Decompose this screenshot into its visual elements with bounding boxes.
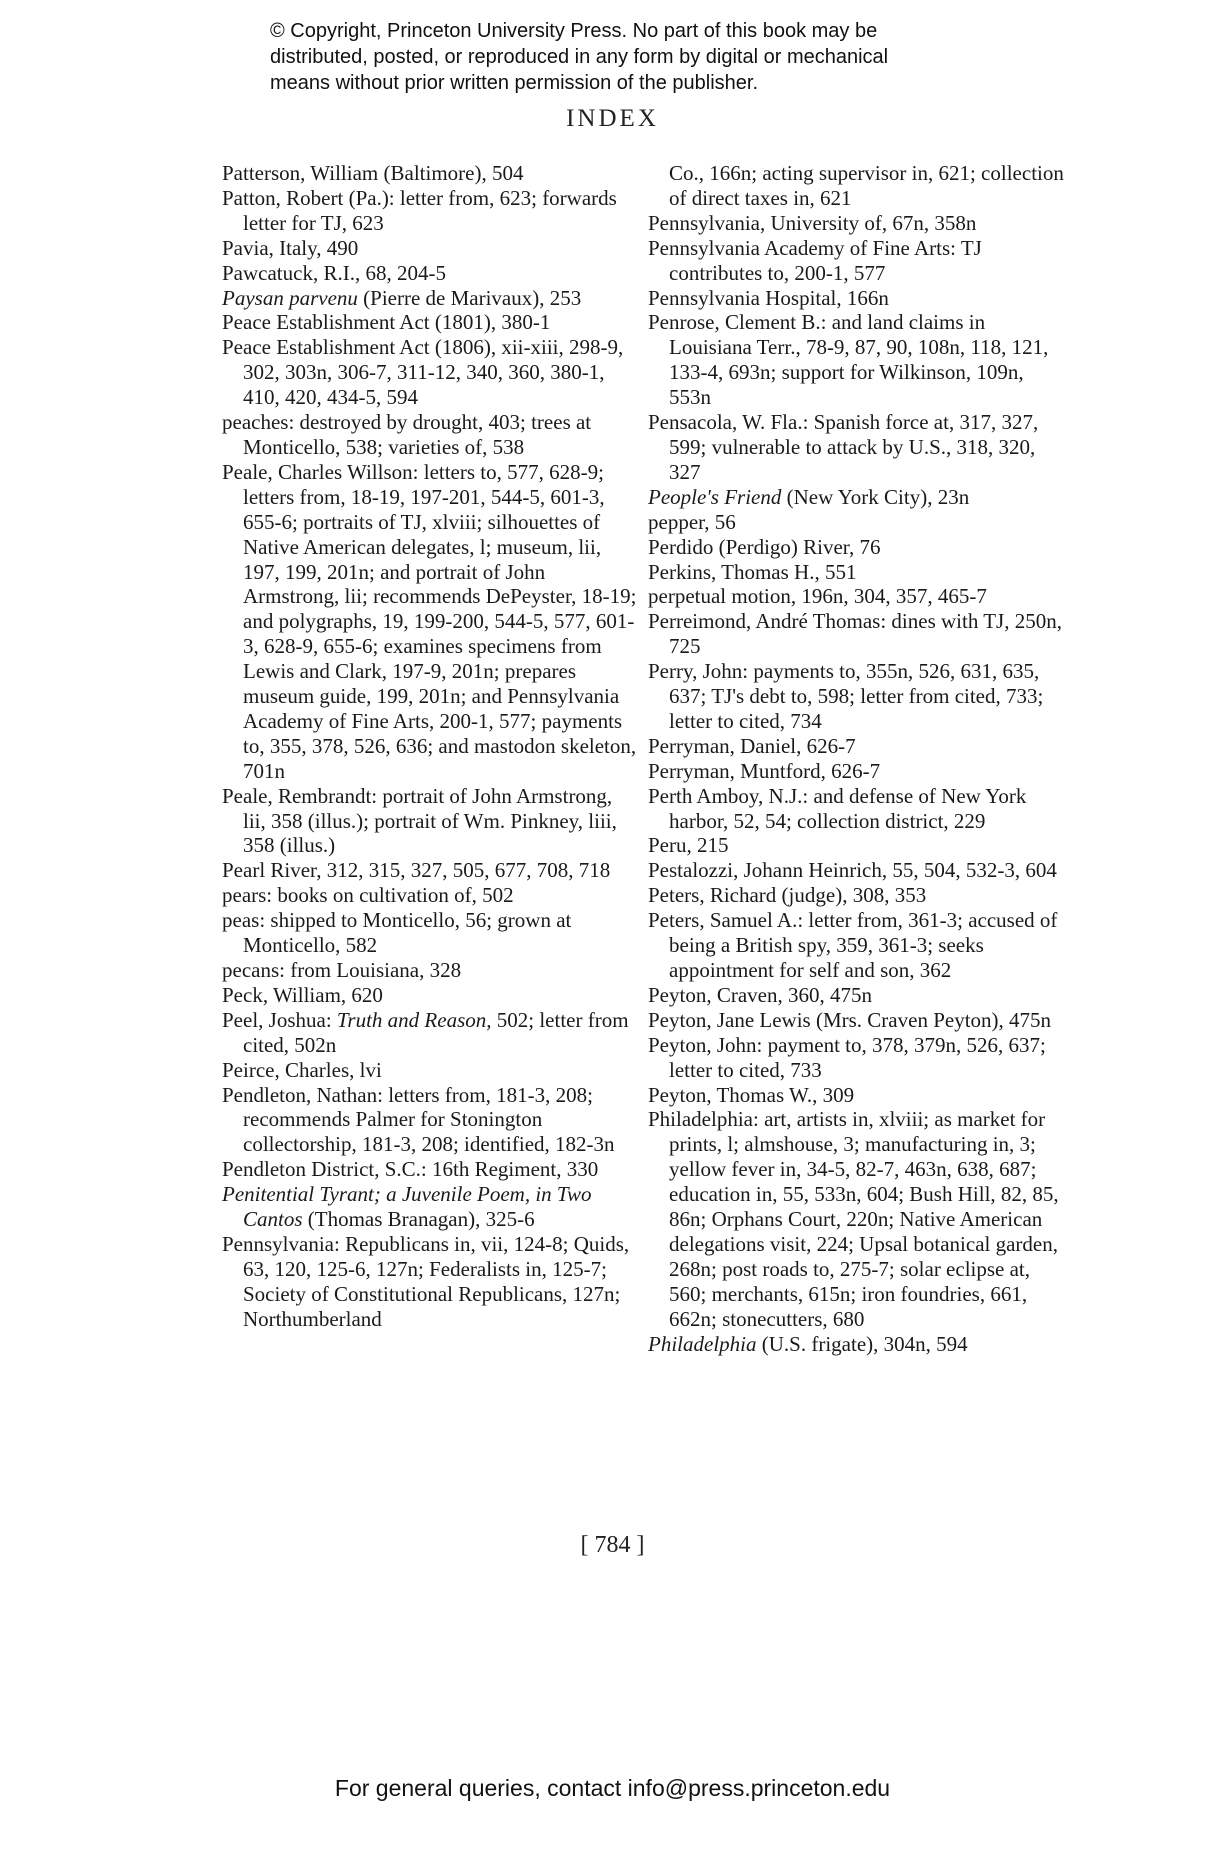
index-entry bbox=[222, 161, 640, 186]
index-entry bbox=[222, 1182, 640, 1232]
index-entry-text: Peace Establishment Act (1806), xii-xiii, 298-9, 302, 303n, 306-7, 311-12, 340, 360, 380-1, 410, 420, 434-5, 594 bbox=[222, 335, 629, 410]
index-entry bbox=[222, 1232, 640, 1332]
index-entry bbox=[222, 908, 640, 958]
index-entry bbox=[648, 410, 1066, 485]
index-entry-text: Pendleton, Nathan: letters from, 181-3, 208; recommends Palmer for Stonington collectorship, 181-3, 208; identified, 182-3n bbox=[222, 1082, 615, 1157]
index-entry bbox=[222, 261, 640, 286]
index-entry bbox=[648, 161, 1070, 211]
index-entry bbox=[222, 335, 640, 410]
index-entry-title: Truth and Reason, bbox=[336, 1007, 492, 1032]
index-entry-text: Pendleton District, S.C.: 16th Regiment, 330 bbox=[222, 1157, 599, 1182]
index-entry-text: Peyton, John: payment to, 378, 379n, 526, 637; letter to cited, 733 bbox=[648, 1032, 1052, 1082]
index-entry-text: 502; letter from cited, 502n bbox=[243, 1007, 634, 1057]
index-column-right bbox=[648, 161, 1070, 1357]
index-entry bbox=[648, 833, 1066, 858]
index-entry bbox=[222, 1058, 640, 1083]
index-entry-text: perpetual motion, 196n, 304, 357, 465-7 bbox=[648, 584, 987, 609]
index-entry-text: Peters, Samuel A.: letter from, 361-3; accused of being a British spy, 359, 361-3; seeks appointment for self and son, 362 bbox=[648, 908, 1063, 982]
index-entry bbox=[648, 535, 1066, 560]
index-entry bbox=[222, 1157, 640, 1182]
index-entry-text: Pestalozzi, Johann Heinrich, 55, 504, 532-3, 604 bbox=[648, 858, 1057, 883]
page-number: [ 784 ] bbox=[580, 1532, 645, 1558]
index-entry-text: Peirce, Charles, lvi bbox=[222, 1057, 382, 1082]
index-entry bbox=[648, 1107, 1066, 1331]
index-entry-text: pepper, 56 bbox=[648, 509, 736, 534]
index-entry-text: Pensacola, W. Fla.: Spanish force at, 317, 327, 599; vulnerable to attack by U.S., 318, 320, 327 bbox=[648, 410, 1044, 484]
index-entry bbox=[648, 883, 1066, 908]
index-entry-text: Peters, Richard (judge), 308, 353 bbox=[648, 883, 927, 908]
index-entry-text: peas: shipped to Monticello, 56; grown at Monticello, 582 bbox=[222, 908, 577, 958]
index-entry-text: Co., 166n; acting supervisor in, 621; collection of direct taxes in, 621 bbox=[669, 161, 1070, 210]
index-entry-text: Peale, Rembrandt: portrait of John Armstrong, lii, 358 (illus.); portrait of Wm. Pinkney, liii, 358 (illus.) bbox=[222, 783, 623, 858]
index-entry-text: Pavia, Italy, 490 bbox=[222, 235, 359, 260]
index-entry-text: Peru, 215 bbox=[648, 833, 729, 858]
index-entry bbox=[222, 1008, 640, 1058]
index-entry-text: pears: books on cultivation of, 502 bbox=[222, 883, 514, 908]
index-entry-text: Peale, Charles Willson: letters to, 577, 628-9; letters from, 18-19, 197-201, 544-5, 601-3, 655-6; portraits of TJ, xlviii; silhouettes of Native American delegates, l; museum, lii, 197, 199, 201n; and portrait of John Armstrong, lii; recommends DePeyster, 18-19; and polygraphs, 19, 199-200, 544-5, 577, 601-3, 628-9, 655-6; examines specimens from Lewis and Clark, 197-9, 201n; prepares museum guide, 199, 201n; and Pennsylvania Academy of Fine Arts, 200-1, 577; payments to, 355, 378, 526, 636; and mastodon skeleton, 701n bbox=[222, 459, 642, 783]
index-entry bbox=[648, 908, 1066, 983]
index-entry bbox=[648, 784, 1066, 834]
index-entry bbox=[222, 310, 640, 335]
index-entry bbox=[222, 186, 640, 236]
index-entry-text: Perkins, Thomas H., 551 bbox=[648, 559, 857, 584]
index-entry-title: Philadelphia bbox=[648, 1331, 757, 1356]
index-entry-text: Peace Establishment Act (1801), 380-1 bbox=[222, 310, 551, 335]
index-entry-text: Pawcatuck, R.I., 68, 204-5 bbox=[222, 260, 446, 285]
index-entry-title: People's Friend bbox=[648, 484, 782, 509]
index-entry-text: Pennsylvania: Republicans in, vii, 124-8; Quids, 63, 120, 125-6, 127n; Federalists in, 125-7; Society of Constitutional Republicans, 127n; Northumberland bbox=[222, 1231, 635, 1331]
index-entry bbox=[648, 485, 1066, 510]
index-entry bbox=[222, 958, 640, 983]
copyright-notice bbox=[270, 18, 990, 96]
index-entry bbox=[648, 983, 1066, 1008]
index-entry-text: peaches: destroyed by drought, 403; trees at Monticello, 538; varieties of, 538 bbox=[222, 410, 597, 459]
index-entry bbox=[648, 1008, 1066, 1033]
index-entry-text: (Pierre de Marivaux), 253 bbox=[357, 285, 582, 310]
index-entry-text: Philadelphia: art, artists in, xlviii; as market for prints, l; almshouse, 3; manufacturing in, 3; yellow fever in, 34-5, 82-7, 463n, 638, 687; education in, 55, 533n, 604; Bush Hill, 82, 85, 86n; Orphans Court, 220n; Native American delegations visit, 224; Upsal botanical garden, 268n; post roads to, 275-7; solar eclipse at, 560; merchants, 615n; iron foundries, 661, 662n; stonecutters, 680 bbox=[648, 1107, 1064, 1331]
index-entry bbox=[648, 1033, 1066, 1083]
index-entry-text: Penrose, Clement B.: and land claims in Louisiana Terr., 78-9, 87, 90, 108n, 118, 121, 133-4, 693n; support for Wilkinson, 109n, 553n bbox=[648, 310, 1054, 410]
copyright-notice-line: distributed, posted, or reproduced in any form by digital or mechanical bbox=[270, 46, 889, 68]
index-entry bbox=[648, 659, 1066, 734]
index-entry bbox=[222, 1083, 640, 1158]
index-entry-text: Peyton, Craven, 360, 475n bbox=[648, 982, 872, 1007]
index-entry bbox=[648, 310, 1066, 410]
index-entry bbox=[222, 883, 640, 908]
index-entry-text: Perryman, Daniel, 626-7 bbox=[648, 733, 856, 758]
index-entry-title: Paysan parvenu bbox=[222, 285, 358, 310]
footer-contact: For general queries, contact info@press.princeton.edu bbox=[334, 1775, 891, 1801]
index-entry-text: Pennsylvania Hospital, 166n bbox=[648, 285, 889, 310]
index-entry bbox=[222, 784, 640, 859]
index-entry bbox=[222, 460, 640, 784]
index-entry bbox=[222, 410, 640, 460]
index-entry bbox=[648, 560, 1066, 585]
index-entry bbox=[222, 983, 640, 1008]
index-entry-text: (New York City), 23n bbox=[781, 484, 970, 509]
index-entry bbox=[648, 734, 1066, 759]
index-entry-text: (U.S. frigate), 304n, 594 bbox=[756, 1331, 968, 1356]
index-entry bbox=[648, 1332, 1066, 1357]
index-entry-text: Perry, John: payments to, 355n, 526, 631, 635, 637; TJ's debt to, 598; letter from cited, 733; letter to cited, 734 bbox=[648, 659, 1049, 733]
index-entry bbox=[648, 584, 1066, 609]
index-entry bbox=[648, 1083, 1066, 1108]
index-entry-text: Patterson, William (Baltimore), 504 bbox=[222, 161, 524, 185]
index-entry-text: Peck, William, 620 bbox=[222, 982, 383, 1007]
index-entry-text: (Thomas Branagan), 325-6 bbox=[302, 1207, 535, 1232]
index-entry bbox=[222, 286, 640, 311]
index-entry-text: Pearl River, 312, 315, 327, 505, 677, 708, 718 bbox=[222, 858, 611, 883]
index-entry bbox=[648, 609, 1066, 659]
index-entry-text: pecans: from Louisiana, 328 bbox=[222, 958, 462, 982]
index-entry-text: Perth Amboy, N.J.: and defense of New York harbor, 52, 54; collection district, 229 bbox=[648, 783, 1032, 833]
copyright-notice-line: © Copyright, Princeton University Press. No part of this book may be bbox=[270, 20, 878, 42]
index-entry-text: Pennsylvania Academy of Fine Arts: TJ contributes to, 200-1, 577 bbox=[648, 235, 988, 285]
index-entry bbox=[648, 759, 1066, 784]
index-entry-text: Perreimond, André Thomas: dines with TJ, 250n, 725 bbox=[648, 609, 1068, 659]
index-entry bbox=[648, 858, 1066, 883]
index-entry-text: Peel, Joshua: bbox=[222, 1007, 337, 1032]
index-entry bbox=[648, 286, 1066, 311]
index-entry bbox=[648, 211, 1066, 236]
index-entry-title: Penitential Tyrant; a Juvenile Poem, in Two Cantos bbox=[222, 1182, 597, 1232]
index-entry-text: Patton, Robert (Pa.): letter from, 623; forwards letter for TJ, 623 bbox=[222, 185, 623, 235]
index-entry-text: Peyton, Thomas W., 309 bbox=[648, 1082, 855, 1107]
index-entry-text: Pennsylvania, University of, 67n, 358n bbox=[648, 210, 977, 235]
index-entry-text: Perdido (Perdigo) River, 76 bbox=[648, 534, 881, 559]
index-entry bbox=[222, 858, 640, 883]
index-entry bbox=[648, 510, 1066, 535]
index-entry bbox=[648, 236, 1066, 286]
running-head: INDEX bbox=[566, 105, 659, 132]
index-column-left bbox=[222, 161, 640, 1332]
index-entry-text: Peyton, Jane Lewis (Mrs. Craven Peyton), 475n bbox=[648, 1007, 1052, 1032]
index-entry-text: Perryman, Muntford, 626-7 bbox=[648, 758, 881, 783]
copyright-notice-line: means without prior written permission of the publisher. bbox=[270, 72, 759, 94]
index-entry bbox=[222, 236, 640, 261]
